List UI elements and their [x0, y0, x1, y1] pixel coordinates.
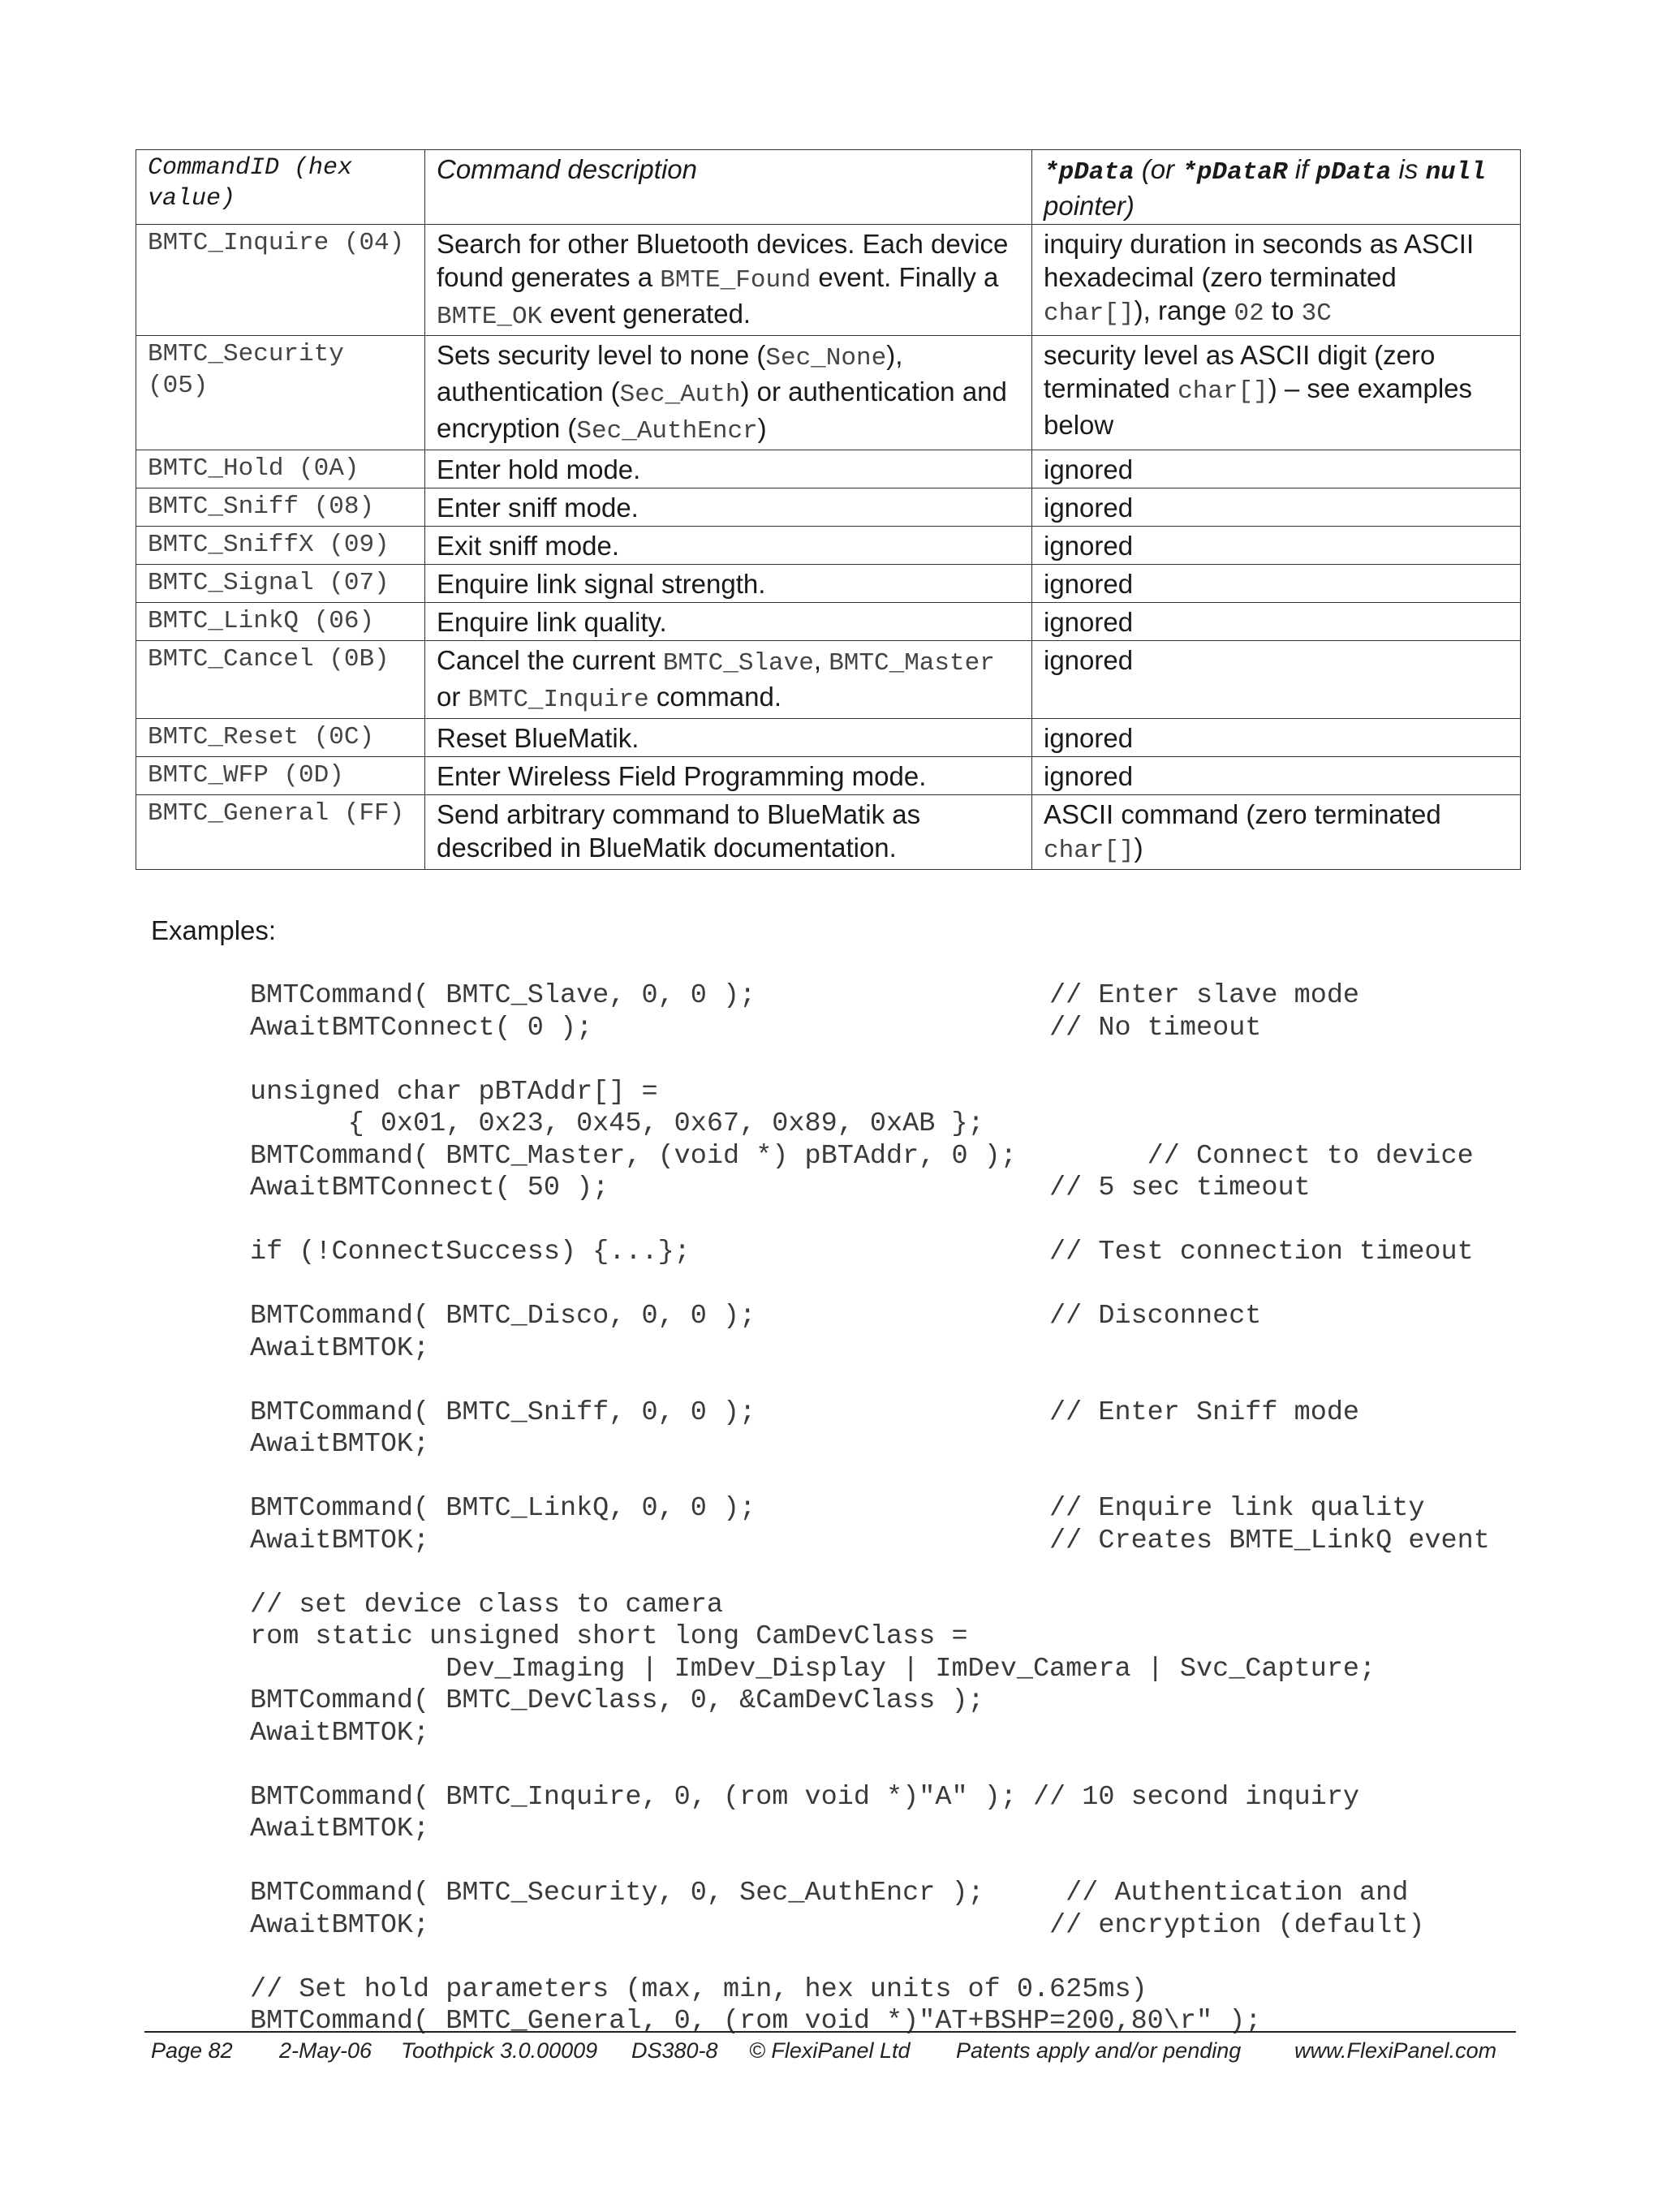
footer-divider — [144, 2031, 1516, 2033]
command-id-cell: BMTC_LinkQ (06) — [136, 603, 425, 641]
code-line — [250, 1205, 1490, 1237]
code-line: AwaitBMTOK; — [250, 1332, 430, 1364]
header-pdata-part: pData — [1315, 158, 1392, 187]
text-segment: Send arbitrary command to BlueMatik as described in BlueMatik documentation. — [437, 799, 921, 863]
pdata-cell — [1032, 488, 1521, 527]
command-description-cell — [425, 225, 1032, 336]
command-description-cell — [425, 527, 1032, 565]
text-segment: ignored — [1044, 761, 1134, 791]
code-line — [250, 1942, 1490, 1974]
header-pdata — [1032, 150, 1521, 225]
code-example — [250, 980, 1490, 2038]
code-line: rom static unsigned short long CamDevClass = — [250, 1621, 968, 1652]
command-id-cell: BMTC_Sniff (08) — [136, 488, 425, 527]
code-line: AwaitBMTOK; — [250, 1717, 430, 1749]
command-table-body — [136, 225, 1521, 870]
command-description-cell — [425, 757, 1032, 795]
code-identifier: BMTC_Master — [829, 649, 995, 678]
command-id-cell: BMTC_WFP (0D) — [136, 757, 425, 795]
table-row — [136, 641, 1521, 719]
code-line: { 0x01, 0x23, 0x45, 0x67, 0x89, 0xAB }; — [250, 1108, 984, 1139]
code-line: AwaitBMTConnect( 50 ); // 5 sec timeout — [250, 1173, 1311, 1203]
code-line: AwaitBMTConnect( 0 ); // No timeout — [250, 1012, 1262, 1044]
table-row — [136, 336, 1521, 450]
code-identifier: 02 — [1234, 299, 1264, 328]
table-header-row — [136, 150, 1521, 225]
code-identifier: char[] — [1178, 377, 1268, 406]
code-line: // Set hold parameters (max, min, hex units of 0.625ms) — [250, 1973, 1147, 2005]
text-segment: to — [1264, 295, 1302, 325]
text-segment: Enter sniff mode. — [437, 493, 639, 523]
code-line — [250, 1269, 1490, 1302]
text-segment: ) or authentication and encryption ( — [437, 377, 1007, 443]
command-id-cell: BMTC_Inquire (04) — [136, 225, 425, 336]
table-row — [136, 603, 1521, 641]
pdata-cell — [1032, 603, 1521, 641]
code-line: BMTCommand( BMTC_Disco, 0, 0 ); // Disconnect — [250, 1301, 1262, 1332]
command-table — [136, 149, 1521, 870]
text-segment: security level as ASCII digit (zero terminated — [1044, 340, 1436, 403]
header-pdata-part: if — [1287, 154, 1316, 184]
footer-patents: Patents apply and/or pending — [956, 2038, 1242, 2063]
code-line: BMTCommand( BMTC_General, 0, (rom void *)"AT+BSHP=200,80\r" ); — [250, 2006, 1262, 2037]
pdata-cell — [1032, 641, 1521, 719]
command-id-cell: BMTC_SniffX (09) — [136, 527, 425, 565]
text-segment: ignored — [1044, 645, 1134, 675]
footer-website: www.FlexiPanel.com — [1294, 2038, 1497, 2063]
code-line: BMTCommand( BMTC_Security, 0, Sec_AuthEncr ); // Authentication and — [250, 1878, 1409, 1909]
code-line — [250, 1846, 1490, 1878]
code-line: Dev_Imaging | ImDev_Display | ImDev_Camera | Svc_Capture; — [250, 1653, 1376, 1685]
code-line: BMTCommand( BMTC_DevClass, 0, &CamDevClass ); — [250, 1685, 984, 1716]
command-description-cell — [425, 450, 1032, 488]
command-description-cell — [425, 795, 1032, 870]
footer-date: 2-May-06 — [279, 2038, 372, 2063]
code-line: BMTCommand( BMTC_Inquire, 0, (rom void *)"A" ); // 10 second inquiry — [250, 1781, 1360, 1813]
text-segment: ), authentication ( — [437, 340, 903, 407]
code-identifier: Sec_None — [765, 344, 887, 372]
pdata-cell — [1032, 450, 1521, 488]
text-segment: Enquire link signal strength. — [437, 569, 766, 599]
pdata-cell — [1032, 757, 1521, 795]
text-segment: command. — [648, 682, 781, 712]
text-segment: ignored — [1044, 723, 1134, 753]
pdata-cell — [1032, 336, 1521, 450]
command-id-cell: BMTC_General (FF) — [136, 795, 425, 870]
header-pdata-part: pointer) — [1044, 191, 1135, 221]
table-row — [136, 795, 1521, 870]
text-segment: ) — [757, 413, 767, 443]
text-segment: event. Finally a — [811, 262, 999, 292]
header-command-description: Command description — [425, 150, 1032, 225]
code-line: BMTCommand( BMTC_LinkQ, 0, 0 ); // Enquire link quality — [250, 1493, 1425, 1524]
footer-product: Toothpick 3.0.00009 — [401, 2038, 598, 2063]
command-description-cell — [425, 719, 1032, 757]
pdata-cell — [1032, 527, 1521, 565]
text-segment: Enter hold mode. — [437, 454, 641, 484]
command-description-cell — [425, 336, 1032, 450]
footer-copyright: © FlexiPanel Ltd — [749, 2038, 911, 2063]
table-row — [136, 757, 1521, 795]
header-pdata-part: is — [1391, 154, 1426, 184]
code-line: AwaitBMTOK; — [250, 1814, 430, 1844]
footer-doc-id: DS380-8 — [631, 2038, 718, 2063]
table-row — [136, 719, 1521, 757]
code-line — [250, 1365, 1490, 1397]
table-row — [136, 450, 1521, 488]
page-footer — [151, 2038, 1510, 2071]
pdata-cell — [1032, 565, 1521, 603]
code-line: BMTCommand( BMTC_Master, (void *) pBTAddr, 0 ); // Connect to device — [250, 1140, 1474, 1172]
header-pdata-part: null — [1425, 158, 1486, 187]
text-segment: Enquire link quality. — [437, 607, 667, 637]
text-segment: , — [813, 645, 829, 675]
command-id-cell: BMTC_Reset (0C) — [136, 719, 425, 757]
code-line — [250, 1044, 1490, 1077]
command-description-cell — [425, 488, 1032, 527]
command-description-cell — [425, 641, 1032, 719]
code-identifier: BMTE_OK — [437, 303, 543, 331]
text-segment: ) — [1134, 833, 1143, 863]
code-line: AwaitBMTOK; // Creates BMTE_LinkQ event — [250, 1525, 1490, 1556]
text-segment: Enter Wireless Field Programming mode. — [437, 761, 927, 791]
text-segment: ignored — [1044, 454, 1134, 484]
header-command-id: CommandID (hex value) — [136, 150, 425, 225]
table-row — [136, 527, 1521, 565]
code-identifier: Sec_Auth — [619, 381, 741, 409]
code-line: BMTCommand( BMTC_Sniff, 0, 0 ); // Enter Sniff mode — [250, 1396, 1360, 1428]
code-line — [250, 1557, 1490, 1590]
code-identifier: BMTC_Slave — [662, 649, 814, 678]
header-pdata-part: *pDataR — [1182, 158, 1288, 187]
command-id-cell: BMTC_Security (05) — [136, 336, 425, 450]
code-line: AwaitBMTOK; // encryption (default) — [250, 1909, 1425, 1941]
text-segment: Cancel the current — [437, 645, 663, 675]
header-pdata-part: (or — [1134, 154, 1182, 184]
text-segment: inquiry duration in seconds as ASCII hexadecimal (zero terminated — [1044, 229, 1475, 292]
command-description-cell — [425, 565, 1032, 603]
text-segment: ASCII command (zero terminated — [1044, 799, 1441, 829]
pdata-cell — [1032, 225, 1521, 336]
table-row — [136, 225, 1521, 336]
text-segment: Reset BlueMatik. — [437, 723, 639, 753]
code-line: unsigned char pBTAddr[] = — [250, 1076, 658, 1108]
command-id-cell: BMTC_Signal (07) — [136, 565, 425, 603]
code-identifier: BMTC_Inquire — [467, 686, 649, 714]
code-line — [250, 1749, 1490, 1782]
text-segment: Sets security level to none ( — [437, 340, 766, 370]
code-identifier: BMTE_Found — [660, 266, 812, 295]
examples-heading: Examples: — [151, 915, 277, 945]
code-identifier: 3C — [1301, 299, 1332, 328]
pdata-cell — [1032, 719, 1521, 757]
text-segment: Search for other Bluetooth devices. Each device found generates a — [437, 229, 1009, 292]
code-line: // set device class to camera — [250, 1589, 723, 1620]
text-segment: or — [437, 682, 468, 712]
text-segment: ignored — [1044, 531, 1134, 561]
footer-page-number: Page 82 — [151, 2038, 233, 2063]
text-segment: Exit sniff mode. — [437, 531, 619, 561]
text-segment: ignored — [1044, 607, 1134, 637]
code-line: if (!ConnectSuccess) {...}; // Test connection timeout — [250, 1237, 1474, 1267]
text-segment: event generated. — [542, 299, 751, 329]
text-segment: ), range — [1134, 295, 1234, 325]
text-segment: ) – see examples below — [1044, 373, 1473, 440]
code-identifier: char[] — [1044, 837, 1135, 865]
code-identifier: char[] — [1044, 299, 1135, 328]
text-segment: ignored — [1044, 493, 1134, 523]
header-pdata-part: *pData — [1044, 158, 1135, 187]
code-line — [250, 1461, 1490, 1494]
table-row — [136, 565, 1521, 603]
text-segment: ignored — [1044, 569, 1134, 599]
command-id-cell: BMTC_Hold (0A) — [136, 450, 425, 488]
code-line: AwaitBMTOK; — [250, 1429, 430, 1460]
code-identifier: Sec_AuthEncr — [576, 417, 758, 445]
command-description-cell — [425, 603, 1032, 641]
table-row — [136, 488, 1521, 527]
command-id-cell: BMTC_Cancel (0B) — [136, 641, 425, 719]
code-line: BMTCommand( BMTC_Slave, 0, 0 ); // Enter slave mode — [250, 980, 1360, 1011]
pdata-cell — [1032, 795, 1521, 870]
